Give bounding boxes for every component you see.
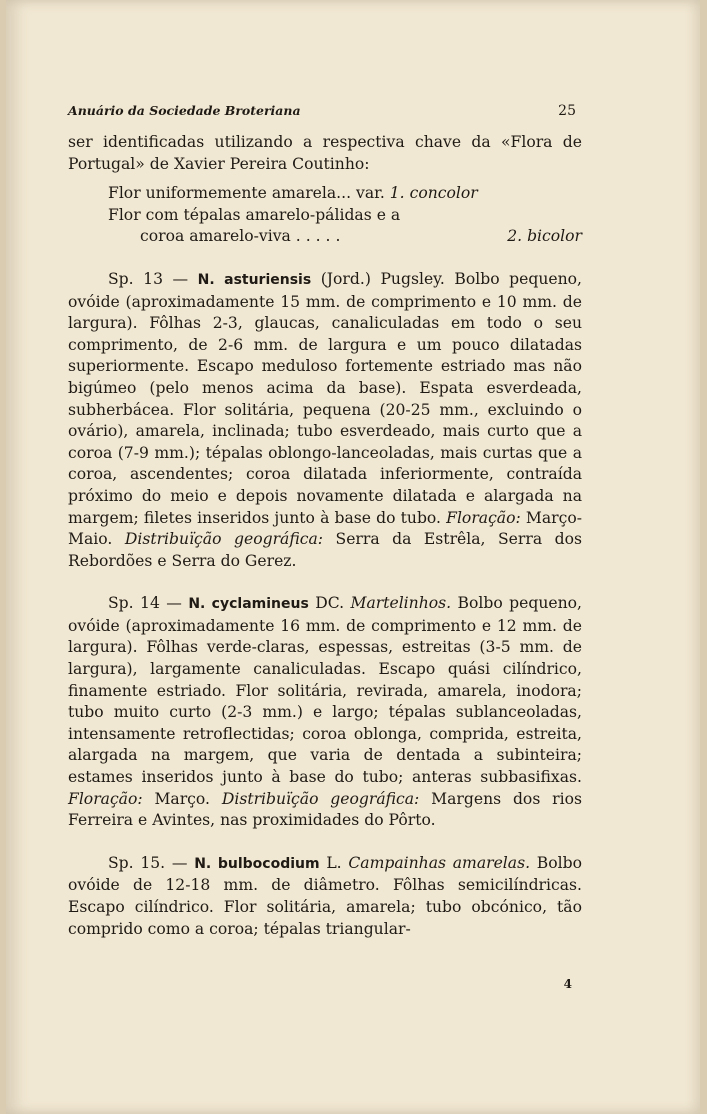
identification-key xyxy=(108,183,582,248)
species-15-paragraph xyxy=(68,853,582,940)
species-description: Bolbo pequeno, ovóide (aproximadamente 15 mm. de comprimento e 10 mm. de largura). Fôlhas 2-3, glaucas, canaliculadas em todo o seu comprimento, de 2-6 mm. de largura e um pouco dilatadas superiormente. Escapo meduloso fortemente estriado mas não bigúmeo (pelo menos acima da base). Espata esverdeada, subherbácea. Flor solitária, pequena (20-25 mm., excluindo o ovário), amarela, inclinada; tubo esverdeado, mais curto que a coroa (7-9 mm.); tépalas oblongo-lanceoladas, mais curtas que a coroa, ascendentes; coroa dilatada inferiormente, contraída próximo do meio e depois novamente dilatada e alargada na margem; filetes inseridos junto à base do tubo. xyxy=(68,269,582,527)
page-header xyxy=(68,103,576,119)
running-head: Anuário da Sociedade Broteriana xyxy=(68,103,301,118)
key-line-text: Flor com tépalas amarelo-pálidas e a xyxy=(108,205,401,224)
species-author: L. xyxy=(319,853,349,872)
species-description: Bolbo pequeno, ovóide (aproximadamente 16 mm. de comprimento e 12 mm. de largura). Fôlhas verde-claras, espessas, estreitas (3-5 mm. de largura), largamente canaliculadas. Escapo quási cilíndrico, finamente estriado. Flor solitária, revirada, amarela, inodora; tubo muito curto (2-3 mm.) e largo; tépalas sublanceoladas, intensamente retroflectidas; coroa oblonga, comprida, estreita, alargada na margem, que varia de dentada a subinteira; estames inseridos junto à base do tubo; anteras subbasifixas. xyxy=(68,594,582,787)
species-author: (Jord.) Pugsley. xyxy=(311,269,455,288)
flowering-label: Floração: xyxy=(446,508,521,527)
intro-paragraph: ser identificadas utilizando a respectiva chave da «Flora de Portugal» de Xavier Pereira Coutinho: xyxy=(68,133,582,173)
species-name: N. cyclamineus xyxy=(188,596,309,613)
distribution-label: Distribuïção geográfica: xyxy=(221,789,420,808)
species-number: Sp. 14 — xyxy=(108,594,189,613)
key-line-text: Flor uniformemente amarela... xyxy=(108,184,352,203)
key-line-text: coroa amarelo-viva xyxy=(140,227,291,246)
book-page xyxy=(6,0,700,1114)
flowering-value: Março. xyxy=(142,789,222,808)
page-number: 25 xyxy=(558,103,576,119)
species-13-paragraph xyxy=(68,269,582,572)
distribution-value: Margens dos rios Ferreira e Avintes, nas proximidades do Pôrto. xyxy=(68,789,582,830)
species-number: Sp. 13 — xyxy=(108,269,198,288)
distribution-value: Serra da Estrêla, Serra dos Rebordões e Serra do Gerez. xyxy=(68,530,583,570)
species-description: Bolbo ovóide de 12-18 mm. de diâmetro. Fôlhas semicilíndricas. Escapo cilíndrico. Flor solitária, amarela; tubo obcónico, tão comprido como a coroa; tépalas triangular- xyxy=(68,853,582,938)
key-line-bicolor-2 xyxy=(108,226,582,248)
species-name: N. bulbocodium xyxy=(194,855,320,872)
species-14-paragraph xyxy=(68,593,582,832)
key-result-concolor: 1. concolor xyxy=(389,184,478,203)
species-name: N. asturiensis xyxy=(197,271,312,288)
species-author: DC. xyxy=(308,594,351,613)
flowering-value: Março-Maio. xyxy=(68,508,582,549)
common-name: Campainhas amarelas. xyxy=(348,853,531,872)
key-line-concolor xyxy=(108,183,582,205)
species-number: Sp. 15. — xyxy=(108,853,195,872)
key-leader-dots: . . . . . xyxy=(290,227,346,246)
distribution-label: Distribuïção geográfica: xyxy=(124,530,323,549)
key-line-bicolor-1 xyxy=(108,205,582,227)
signature-mark: 4 xyxy=(563,977,572,991)
key-result-bicolor: 2. bicolor xyxy=(507,227,582,246)
page-body xyxy=(68,132,582,940)
flowering-label: Floração: xyxy=(68,789,143,808)
common-name: Martelinhos. xyxy=(350,594,452,613)
key-line-prefix: var. xyxy=(351,184,390,203)
